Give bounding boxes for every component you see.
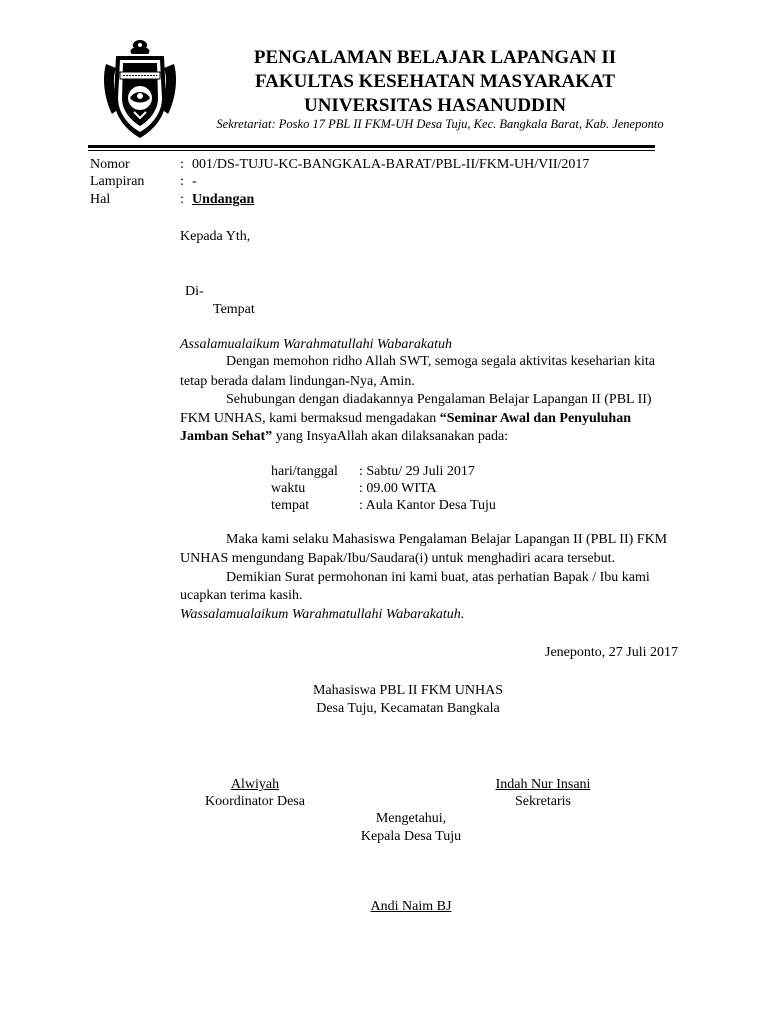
hal-value: Undangan — [192, 192, 255, 207]
lampiran-label: Lampiran — [90, 174, 145, 189]
university-seal-icon — [100, 38, 180, 142]
greeting: Assalamualaikum Warahmatullahi Wabarakatuh — [180, 337, 452, 352]
recipient-tempat: Tempat — [213, 302, 255, 317]
letterhead-line-1: PENGALAMAN BELAJAR LAPANGAN II — [253, 47, 617, 68]
event-day-value: : Sabtu/ 29 Juli 2017 — [359, 464, 475, 479]
para-1-line-1: Dengan memohon ridho Allah SWT, semoga segala aktivitas keseharian kita — [226, 354, 655, 369]
letterhead-line-3: UNIVERSITAS HASANUDDIN — [303, 95, 566, 116]
left-signatory-role: Koordinator Desa — [205, 794, 305, 809]
village-head-title: Kepala Desa Tuju — [360, 829, 462, 844]
acknowledged-label: Mengetahui, — [375, 811, 447, 826]
event-place-value: : Aula Kantor Desa Tuju — [359, 498, 496, 513]
lampiran-value: - — [192, 174, 197, 189]
village-head-name: Andi Naim BJ — [370, 899, 452, 914]
para-2-line-3 — [180, 428, 508, 446]
event-day-label: hari/tanggal — [271, 464, 338, 479]
nomor-label: Nomor — [90, 157, 130, 172]
para-2-text: FKM UNHAS, kami bermaksud mengadakan — [180, 411, 440, 426]
event-title-part-2: Jamban Sehat” — [180, 429, 273, 444]
university-logo — [100, 38, 180, 142]
nomor-value: 001/DS-TUJU-KC-BANGKALA-BARAT/PBL-II/FKM-UH/VII/2017 — [192, 157, 590, 172]
event-place-label: tempat — [271, 498, 310, 513]
header-divider-thick — [88, 145, 655, 148]
lampiran-colon: : — [180, 174, 184, 189]
para-3-line-2: UNHAS mengundang Bapak/Ibu/Saudara(i) untuk menghadiri acara tersebut. — [180, 551, 616, 566]
secretariat-address: Sekretariat: Posko 17 PBL II FKM-UH Desa Tuju, Kec. Bangkala Barat, Kab. Jeneponto — [216, 117, 664, 131]
para-4-line-2: ucapkan terima kasih. — [180, 588, 303, 603]
nomor-colon: : — [180, 157, 184, 172]
para-4-line-1: Demikian Surat permohonan ini kami buat, atas perhatian Bapak / Ibu kami — [226, 570, 650, 585]
recipient-kepada: Kepada Yth, — [180, 229, 251, 244]
signatory-group-line-1: Mahasiswa PBL II FKM UNHAS — [312, 683, 504, 698]
right-signatory-role: Sekretaris — [515, 794, 571, 809]
header-divider-thin — [88, 150, 655, 151]
signatory-group-line-2: Desa Tuju, Kecamatan Bangkala — [316, 701, 500, 716]
hal-label: Hal — [90, 192, 111, 207]
event-time-value: : 09.00 WITA — [359, 481, 437, 496]
para-2-line-1: Sehubungan dengan diadakannya Pengalaman Belajar Lapangan II (PBL II) — [226, 392, 652, 407]
event-time-label: waktu — [271, 481, 306, 496]
para-2-line-2 — [180, 410, 631, 428]
event-title-part-1: “Seminar Awal dan Penyuluhan — [439, 411, 632, 426]
closing-greeting: Wassalamualaikum Warahmatullahi Wabarakatuh. — [180, 607, 465, 622]
para-3-line-1: Maka kami selaku Mahasiswa Pengalaman Belajar Lapangan II (PBL II) FKM — [226, 532, 668, 547]
letter-date: Jeneponto, 27 Juli 2017 — [545, 645, 678, 660]
right-signatory-name: Indah Nur Insani — [495, 777, 591, 792]
para-2-text-end: yang InsyaAllah akan dilaksanakan pada: — [272, 429, 509, 444]
para-1-line-2: tetap berada dalam lindungan-Nya, Amin. — [180, 374, 415, 389]
letterhead-line-2: FAKULTAS KESEHATAN MASYARAKAT — [254, 71, 615, 92]
hal-colon: : — [180, 192, 184, 207]
left-signatory-name: Alwiyah — [230, 777, 280, 792]
recipient-di: Di- — [185, 284, 204, 299]
